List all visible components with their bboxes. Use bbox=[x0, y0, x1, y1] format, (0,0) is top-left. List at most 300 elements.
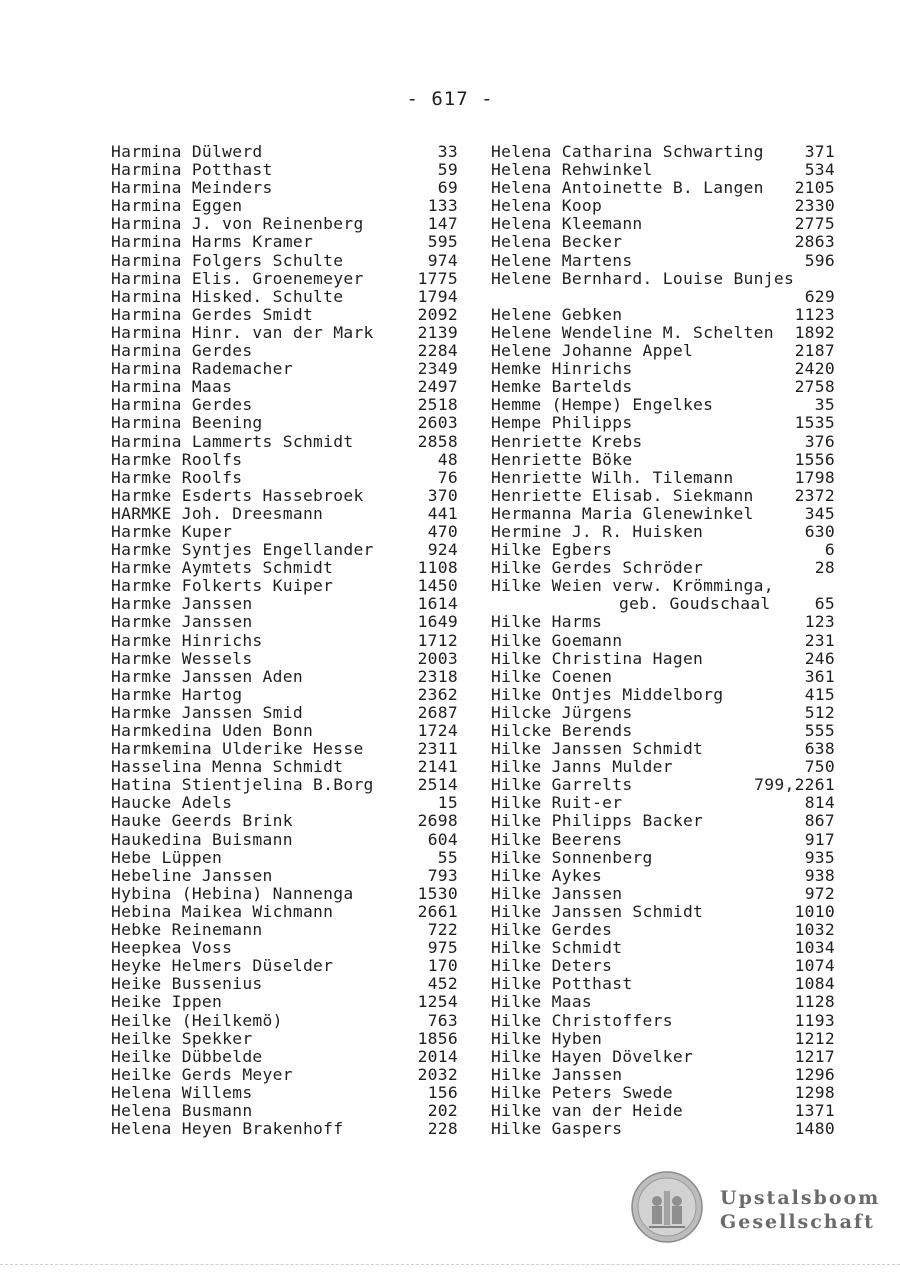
index-entry bbox=[491, 487, 835, 505]
entry-reference: 917 bbox=[804, 829, 835, 849]
index-entry bbox=[491, 541, 835, 559]
entry-reference: 1128 bbox=[794, 992, 835, 1012]
entry-name: geb. Goudschaal bbox=[619, 594, 771, 614]
entry-reference: 1032 bbox=[794, 920, 835, 940]
seal-icon bbox=[631, 1171, 703, 1243]
index-entry bbox=[111, 451, 458, 469]
index-entry bbox=[111, 722, 458, 740]
entry-name: Hilke Peters Swede bbox=[491, 1082, 673, 1102]
entry-name: Helena Heyen Brakenhoff bbox=[111, 1119, 344, 1139]
entry-name: Helene Johanne Appel bbox=[491, 341, 694, 361]
entry-reference: 2092 bbox=[417, 304, 458, 324]
entry-name: Haukedina Buismann bbox=[111, 829, 293, 849]
entry-name: Heilke Spekker bbox=[111, 1028, 253, 1048]
entry-name: Hilke Sonnenberg bbox=[491, 847, 653, 867]
index-entry bbox=[491, 270, 835, 288]
entry-reference: 1010 bbox=[794, 901, 835, 921]
entry-name: Hilke Harms bbox=[491, 612, 603, 632]
entry-name: Harmina Dülwerd bbox=[111, 142, 263, 161]
entry-reference: 2758 bbox=[794, 377, 835, 397]
entry-reference: 1535 bbox=[794, 413, 835, 433]
entry-name: Hilke Goemann bbox=[491, 630, 623, 650]
entry-reference: 2372 bbox=[794, 485, 835, 505]
entry-name: Hemke Hinrichs bbox=[491, 359, 633, 379]
entry-reference: 1217 bbox=[794, 1046, 835, 1066]
entry-reference: 2105 bbox=[794, 178, 835, 198]
entry-reference: 246 bbox=[804, 648, 835, 668]
entry-reference: 156 bbox=[427, 1082, 458, 1102]
entry-name: Haucke Adels bbox=[111, 793, 233, 813]
index-entry bbox=[111, 921, 458, 939]
entry-name: Heilke Dübbelde bbox=[111, 1046, 263, 1066]
entry-reference: 35 bbox=[814, 395, 835, 415]
index-entry bbox=[491, 197, 835, 215]
index-entry bbox=[111, 523, 458, 541]
entry-name: Hilke Janssen Schmidt bbox=[491, 739, 704, 759]
entry-reference: 228 bbox=[427, 1119, 458, 1139]
index-entry bbox=[111, 668, 458, 686]
entry-name: Hilke Philipps Backer bbox=[491, 811, 704, 831]
entry-reference: 2014 bbox=[417, 1046, 458, 1066]
entry-reference: 935 bbox=[804, 847, 835, 867]
entry-name: Harmina Eggen bbox=[111, 196, 243, 216]
entry-name: Hilke Potthast bbox=[491, 974, 633, 994]
index-entry bbox=[111, 939, 458, 957]
entry-name: Harmke Hinrichs bbox=[111, 630, 263, 650]
entry-reference: 793 bbox=[427, 865, 458, 885]
entry-reference: 2139 bbox=[417, 322, 458, 342]
entry-name: Hilcke Berends bbox=[491, 721, 633, 740]
entry-name: Harmina Folgers Schulte bbox=[111, 250, 344, 270]
entry-reference: 1371 bbox=[794, 1100, 835, 1120]
entry-reference: 799,2261 bbox=[754, 775, 835, 795]
entry-reference: 376 bbox=[804, 431, 835, 451]
index-entry bbox=[491, 1084, 835, 1102]
entry-reference: 2420 bbox=[794, 359, 835, 379]
entry-name: Harmina Lammerts Schmidt bbox=[111, 431, 354, 451]
index-entry bbox=[491, 1012, 835, 1030]
index-entry bbox=[111, 849, 458, 867]
index-entry bbox=[111, 812, 458, 830]
entry-name: Harmina Hisked. Schulte bbox=[111, 286, 344, 306]
entry-reference: 123 bbox=[804, 612, 835, 632]
publisher-brand bbox=[720, 1186, 880, 1234]
index-entry bbox=[111, 794, 458, 812]
entry-name: Hilke van der Heide bbox=[491, 1100, 683, 1120]
entry-reference: 345 bbox=[804, 503, 835, 523]
entry-reference: 6 bbox=[824, 540, 835, 560]
index-entry bbox=[111, 288, 458, 306]
index-entry bbox=[111, 632, 458, 650]
entry-reference: 1034 bbox=[794, 938, 835, 958]
index-entry bbox=[111, 993, 458, 1011]
entry-name: Hilke Schmidt bbox=[491, 938, 623, 958]
entry-reference: 452 bbox=[427, 974, 458, 994]
index-entry bbox=[111, 469, 458, 487]
index-entry bbox=[491, 957, 835, 975]
index-entry bbox=[491, 433, 835, 451]
entry-name: Helene Gebken bbox=[491, 304, 623, 324]
index-entry bbox=[491, 794, 835, 812]
index-entry bbox=[491, 1066, 835, 1084]
index-entry bbox=[111, 1102, 458, 1120]
entry-reference: 69 bbox=[437, 178, 458, 198]
index-entry bbox=[111, 650, 458, 668]
entry-reference: 441 bbox=[427, 503, 458, 523]
entry-name: Hilke Gerdes bbox=[491, 920, 613, 940]
entry-reference: 512 bbox=[804, 702, 835, 722]
entry-reference: 2284 bbox=[417, 341, 458, 361]
entry-name: Hilke Coenen bbox=[491, 666, 613, 686]
entry-reference: 1794 bbox=[417, 286, 458, 306]
entry-reference: 2330 bbox=[794, 196, 835, 216]
index-entry bbox=[491, 360, 835, 378]
entry-name: Harmina Hinr. van der Mark bbox=[111, 322, 374, 342]
entry-name: Harmina Potthast bbox=[111, 160, 273, 180]
brand-line-2: Gesellschaft bbox=[720, 1211, 875, 1233]
entry-reference: 2661 bbox=[417, 901, 458, 921]
entry-name: Hatina Stientjelina B.Borg bbox=[111, 775, 374, 795]
index-entry bbox=[491, 722, 835, 740]
index-entry bbox=[491, 686, 835, 704]
index-entry bbox=[491, 758, 835, 776]
entry-name: Harmina Meinders bbox=[111, 178, 273, 198]
entry-name: Helena Kleemann bbox=[491, 214, 643, 234]
index-entry bbox=[111, 270, 458, 288]
entry-reference: 1108 bbox=[417, 558, 458, 578]
entry-name: Helena Antoinette B. Langen bbox=[491, 178, 764, 198]
index-entry bbox=[491, 523, 835, 541]
entry-reference: 2311 bbox=[417, 739, 458, 759]
entry-name: Hilke Beerens bbox=[491, 829, 623, 849]
entry-reference: 470 bbox=[427, 521, 458, 541]
entry-reference: 2141 bbox=[417, 757, 458, 777]
index-entry bbox=[111, 1030, 458, 1048]
entry-reference: 2003 bbox=[417, 648, 458, 668]
index-entry bbox=[111, 903, 458, 921]
index-entry bbox=[491, 975, 835, 993]
entry-name: Helena Rehwinkel bbox=[491, 160, 653, 180]
entry-reference: 2603 bbox=[417, 413, 458, 433]
index-entry bbox=[111, 414, 458, 432]
index-entry bbox=[111, 252, 458, 270]
entry-reference: 814 bbox=[804, 793, 835, 813]
entry-name: Hilke Janssen bbox=[491, 883, 623, 903]
entry-name: Heike Bussenius bbox=[111, 974, 263, 994]
index-entry bbox=[111, 740, 458, 758]
entry-reference: 596 bbox=[804, 250, 835, 270]
entry-name: Hasselina Menna Schmidt bbox=[111, 757, 344, 777]
index-entry bbox=[111, 957, 458, 975]
index-entry bbox=[111, 1048, 458, 1066]
entry-name: Hilke Gaspers bbox=[491, 1119, 623, 1139]
entry-name: Hauke Geerds Brink bbox=[111, 811, 293, 831]
entry-name: Hempe Philipps bbox=[491, 413, 633, 433]
index-entry bbox=[491, 849, 835, 867]
entry-reference: 1649 bbox=[417, 612, 458, 632]
index-entry bbox=[111, 686, 458, 704]
entry-reference: 1450 bbox=[417, 576, 458, 596]
entry-reference: 638 bbox=[804, 739, 835, 759]
brand-line-1: Upstalsboom bbox=[720, 1187, 881, 1209]
entry-reference: 938 bbox=[804, 865, 835, 885]
entry-name: Hebina Maikea Wichmann bbox=[111, 901, 334, 921]
entry-reference: 371 bbox=[804, 142, 835, 161]
entry-name: Hilke Weien verw. Krömminga, bbox=[491, 576, 774, 596]
entry-reference: 370 bbox=[427, 485, 458, 505]
entry-name: Henriette Wilh. Tilemann bbox=[491, 467, 734, 487]
entry-name: Hermine J. R. Huisken bbox=[491, 521, 704, 541]
entry-reference: 1712 bbox=[417, 630, 458, 650]
entry-reference: 1123 bbox=[794, 304, 835, 324]
entry-name: Heilke (Heilkemö) bbox=[111, 1010, 283, 1030]
index-entry bbox=[111, 776, 458, 794]
index-entry bbox=[111, 505, 458, 523]
entry-reference: 33 bbox=[437, 142, 458, 161]
index-entry bbox=[111, 215, 458, 233]
entry-name: Hebke Reinemann bbox=[111, 920, 263, 940]
entry-name: Hilke Ruit-er bbox=[491, 793, 623, 813]
entry-reference: 2775 bbox=[794, 214, 835, 234]
entry-reference: 1892 bbox=[794, 322, 835, 342]
page-number: - 617 - bbox=[406, 88, 494, 110]
index-entry bbox=[111, 559, 458, 577]
entry-name: Harmke Kuper bbox=[111, 521, 233, 541]
index-entry bbox=[111, 306, 458, 324]
entry-name: Helena Busmann bbox=[111, 1100, 253, 1120]
index-entry bbox=[491, 831, 835, 849]
entry-reference: 28 bbox=[814, 558, 835, 578]
index-entry bbox=[491, 559, 835, 577]
entry-reference: 1212 bbox=[794, 1028, 835, 1048]
entry-name: Heike Ippen bbox=[111, 992, 223, 1012]
entry-reference: 1480 bbox=[794, 1119, 835, 1139]
entry-name: Hilke Janssen Schmidt bbox=[491, 901, 704, 921]
index-entry bbox=[111, 161, 458, 179]
entry-reference: 133 bbox=[427, 196, 458, 216]
entry-name: Hebeline Janssen bbox=[111, 865, 273, 885]
entry-reference: 555 bbox=[804, 721, 835, 740]
index-column-right bbox=[491, 143, 835, 1138]
entry-name: Harmke Roolfs bbox=[111, 449, 243, 469]
entry-reference: 76 bbox=[437, 467, 458, 487]
index-entry bbox=[491, 306, 835, 324]
entry-reference: 55 bbox=[437, 847, 458, 867]
entry-reference: 2349 bbox=[417, 359, 458, 379]
entry-name: Harmke Roolfs bbox=[111, 467, 243, 487]
index-entry bbox=[111, 595, 458, 613]
entry-name: Helena Becker bbox=[491, 232, 623, 252]
entry-name: Hemke Bartelds bbox=[491, 377, 633, 397]
entry-reference: 147 bbox=[427, 214, 458, 234]
entry-reference: 415 bbox=[804, 684, 835, 704]
entry-name: Harmke Aymtets Schmidt bbox=[111, 558, 334, 578]
entry-reference: 231 bbox=[804, 630, 835, 650]
entry-name: Harmke Syntjes Engellander bbox=[111, 540, 374, 560]
index-entry bbox=[111, 233, 458, 251]
entry-name: Hybina (Hebina) Nannenga bbox=[111, 883, 354, 903]
index-entry bbox=[111, 487, 458, 505]
index-entry bbox=[491, 161, 835, 179]
entry-reference: 1614 bbox=[417, 594, 458, 614]
entry-reference: 2318 bbox=[417, 666, 458, 686]
entry-reference: 1298 bbox=[794, 1082, 835, 1102]
index-entry bbox=[491, 812, 835, 830]
index-entry bbox=[491, 414, 835, 432]
entry-reference: 2518 bbox=[417, 395, 458, 415]
index-entry bbox=[111, 179, 458, 197]
entry-reference: 2187 bbox=[794, 341, 835, 361]
entry-reference: 629 bbox=[804, 286, 835, 306]
entry-reference: 59 bbox=[437, 160, 458, 180]
index-entry bbox=[491, 252, 835, 270]
entry-name: Harmkemina Ulderike Hesse bbox=[111, 739, 364, 759]
entry-reference: 975 bbox=[427, 938, 458, 958]
entry-reference: 48 bbox=[437, 449, 458, 469]
entry-name: Hilke Maas bbox=[491, 992, 593, 1012]
index-entry bbox=[111, 1084, 458, 1102]
index-entry bbox=[491, 451, 835, 469]
entry-name: Heepkea Voss bbox=[111, 938, 233, 958]
index-entry bbox=[491, 704, 835, 722]
entry-reference: 2032 bbox=[417, 1064, 458, 1084]
entry-reference: 2858 bbox=[417, 431, 458, 451]
index-entry bbox=[491, 1030, 835, 1048]
index-entry bbox=[491, 233, 835, 251]
entry-reference: 2863 bbox=[794, 232, 835, 252]
entry-name: Harmina Gerdes bbox=[111, 395, 253, 415]
index-entry bbox=[491, 342, 835, 360]
index-entry bbox=[491, 613, 835, 631]
entry-reference: 1530 bbox=[417, 883, 458, 903]
entry-name: HARMKE Joh. Dreesmann bbox=[111, 503, 324, 523]
index-entry bbox=[111, 324, 458, 342]
index-entry bbox=[491, 650, 835, 668]
entry-reference: 763 bbox=[427, 1010, 458, 1030]
entry-name: Hermanna Maria Glenewinkel bbox=[491, 503, 754, 523]
index-entry bbox=[111, 1120, 458, 1138]
entry-name: Harmke Esderts Hassebroek bbox=[111, 485, 364, 505]
entry-name: Harmke Wessels bbox=[111, 648, 253, 668]
index-entry bbox=[111, 433, 458, 451]
index-entry bbox=[111, 867, 458, 885]
entry-name: Harmke Folkerts Kuiper bbox=[111, 576, 334, 596]
entry-reference: 1556 bbox=[794, 449, 835, 469]
entry-reference: 722 bbox=[427, 920, 458, 940]
index-entry bbox=[491, 288, 835, 306]
index-entry bbox=[111, 1066, 458, 1084]
entry-name: Heilke Gerds Meyer bbox=[111, 1064, 293, 1084]
entry-reference: 1296 bbox=[794, 1064, 835, 1084]
index-entry bbox=[111, 975, 458, 993]
index-entry bbox=[111, 342, 458, 360]
entry-reference: 750 bbox=[804, 757, 835, 777]
entry-reference: 534 bbox=[804, 160, 835, 180]
entry-name: Hilke Hyben bbox=[491, 1028, 603, 1048]
entry-reference: 974 bbox=[427, 250, 458, 270]
entry-name: Harmina Maas bbox=[111, 377, 233, 397]
index-column-left bbox=[111, 143, 458, 1138]
index-entry bbox=[491, 215, 835, 233]
entry-reference: 65 bbox=[814, 594, 835, 614]
index-entry bbox=[491, 396, 835, 414]
index-entry bbox=[491, 143, 835, 161]
index-entry bbox=[111, 378, 458, 396]
entry-name: Helene Wendeline M. Schelten bbox=[491, 322, 774, 342]
index-entry bbox=[491, 776, 835, 794]
entry-name: Hilke Egbers bbox=[491, 540, 613, 560]
entry-name: Hilke Hayen Dövelker bbox=[491, 1046, 694, 1066]
entry-name: Hilke Gerdes Schröder bbox=[491, 558, 704, 578]
entry-reference: 2362 bbox=[417, 684, 458, 704]
entry-name: Harmina Beening bbox=[111, 413, 263, 433]
entry-reference: 202 bbox=[427, 1100, 458, 1120]
entry-reference: 361 bbox=[804, 666, 835, 686]
index-entry bbox=[491, 939, 835, 957]
entry-name: Helena Willems bbox=[111, 1082, 253, 1102]
index-entry bbox=[111, 143, 458, 161]
entry-reference: 1193 bbox=[794, 1010, 835, 1030]
index-entry bbox=[111, 758, 458, 776]
index-entry bbox=[491, 740, 835, 758]
entry-name: Harmina Elis. Groenemeyer bbox=[111, 268, 364, 288]
entry-name: Harmke Hartog bbox=[111, 684, 243, 704]
entry-reference: 2514 bbox=[417, 775, 458, 795]
entry-reference: 1856 bbox=[417, 1028, 458, 1048]
index-entry bbox=[491, 632, 835, 650]
entry-name: Henriette Elisab. Siekmann bbox=[491, 485, 754, 505]
entry-name: Hebe Lüppen bbox=[111, 847, 223, 867]
entry-reference: 1074 bbox=[794, 956, 835, 976]
entry-name: Henriette Böke bbox=[491, 449, 633, 469]
index-entry bbox=[491, 324, 835, 342]
entry-name: Hilcke Jürgens bbox=[491, 702, 633, 722]
index-entry bbox=[491, 577, 835, 595]
entry-name: Helena Koop bbox=[491, 196, 603, 216]
entry-name: Harmke Janssen bbox=[111, 594, 253, 614]
entry-name: Hemme (Hempe) Engelkes bbox=[491, 395, 714, 415]
index-entry bbox=[491, 378, 835, 396]
entry-name: Harmke Janssen Smid bbox=[111, 702, 303, 722]
entry-reference: 1798 bbox=[794, 467, 835, 487]
index-entry bbox=[491, 179, 835, 197]
index-entry bbox=[111, 1012, 458, 1030]
entry-name: Helena Catharina Schwarting bbox=[491, 142, 764, 161]
index-entry bbox=[491, 1102, 835, 1120]
index-entry bbox=[491, 903, 835, 921]
entry-name: Hilke Christina Hagen bbox=[491, 648, 704, 668]
entry-reference: 1724 bbox=[417, 721, 458, 740]
index-entry bbox=[111, 613, 458, 631]
index-entry bbox=[111, 396, 458, 414]
entry-name: Hilke Aykes bbox=[491, 865, 603, 885]
index-entry bbox=[491, 993, 835, 1011]
entry-name: Harmina Harms Kramer bbox=[111, 232, 314, 252]
entry-name: Heyke Helmers Düselder bbox=[111, 956, 334, 976]
index-entry bbox=[111, 541, 458, 559]
index-entry bbox=[491, 469, 835, 487]
entry-name: Hilke Janns Mulder bbox=[491, 757, 673, 777]
entry-reference: 1084 bbox=[794, 974, 835, 994]
entry-reference: 2698 bbox=[417, 811, 458, 831]
entry-name: Harmina Rademacher bbox=[111, 359, 293, 379]
index-entry bbox=[111, 704, 458, 722]
entry-reference: 15 bbox=[437, 793, 458, 813]
index-entry bbox=[111, 577, 458, 595]
index-entry bbox=[111, 831, 458, 849]
entry-name: Hilke Ontjes Middelborg bbox=[491, 684, 724, 704]
index-entry bbox=[491, 885, 835, 903]
